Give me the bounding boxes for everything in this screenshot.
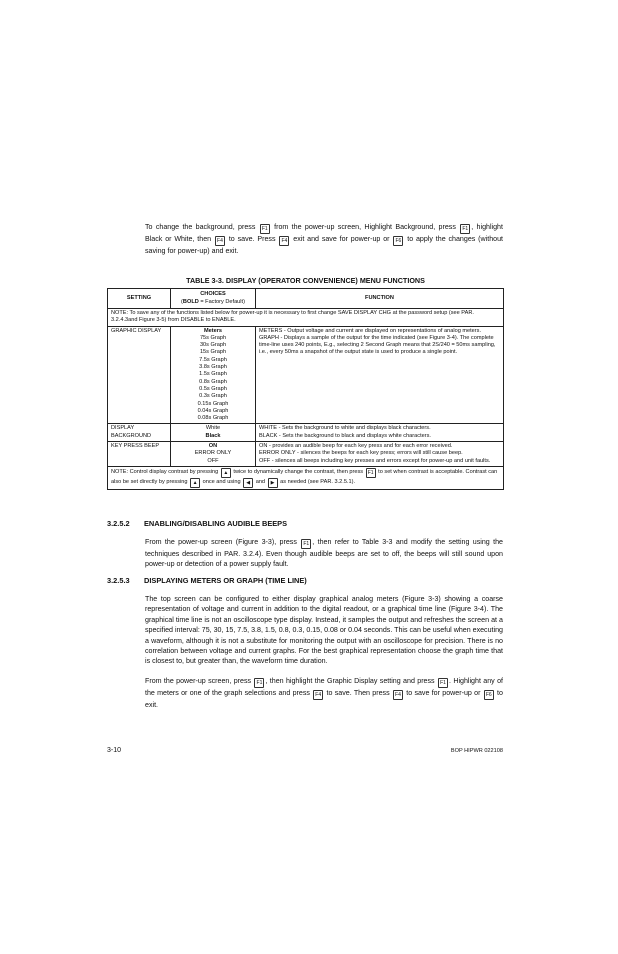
meters-graph-paragraph: The top screen can be configured to either display graphical analog meters (Figure 3-3) showing a coarse representation of voltage and current in addition to the digital readout, or a graphical time line (Figure 3-4). The graphical time line is not an oscilloscope type display. Instead, it samples the output and refreshes the screen at a specified interval: 75, 30, 15, 7.5, 3.8, 1.5, 0.8, 0.3, 0.15, 0.08 or 0.04 seconds. This can be useful when executing a waveform, although it is not a substitute for monitoring the output with an oscilloscope for precision. There is no correlation between voltage and current graphs. For the best graphical representation choose the graph time that is closest to, but greater than, the waveform time duration.	[145, 595, 503, 666]
right-arrow-key-icon: ▶	[268, 478, 278, 488]
function-key-press-beep: ON - provides an audible beep for each key press and for each error received. ERROR ONLY - silences the beeps for each key press; errors will still cause beep. OFF - silences all beeps including key presses and errors except for power-up and unit faults.	[256, 442, 504, 467]
intro-paragraph: To change the background, press F1 from the power-up screen, Highlight Background, press F1 , highlight Black or White, then F4 to save. Press F4 exit and save for power-up or F6 to apply the changes (without saving for power-up) and exit.	[145, 223, 503, 255]
f4-key-icon: F4	[279, 236, 289, 246]
f6-key-icon: F6	[393, 236, 403, 246]
section-heading-meters-graph: 3.2.5.3 DISPLAYING METERS OR GRAPH (TIME LINE)	[107, 576, 307, 585]
header-function: FUNCTION	[256, 289, 504, 309]
choices-display-background: White Black	[171, 424, 256, 442]
left-arrow-key-icon: ◀	[243, 478, 253, 488]
setting-graphic-display: GRAPHIC DISPLAY	[108, 326, 171, 424]
f4-key-icon: F4	[313, 690, 323, 700]
up-arrow-key-icon: ▲	[190, 478, 200, 488]
f1-key-icon: F1	[301, 539, 311, 549]
table-row	[108, 326, 504, 424]
function-display-background: WHITE - Sets the background to white and displays black characters. BLACK - Sets the background to black and displays white characters.	[256, 424, 504, 442]
table-row	[108, 424, 504, 442]
page-number: 3-10	[107, 747, 122, 754]
setting-display-background: DISPLAY BACKGROUND	[108, 424, 171, 442]
f1-key-icon: F1	[460, 224, 470, 234]
table-header-row	[108, 289, 504, 309]
function-graphic-display: METERS - Output voltage and current are displayed on representations of analog meters. GRAPH - Displays a sample of the output for the time indicated (see Figure 3-4). The complete time-line uses 240 points, E.g., selecting 2 Second Graph means that 2S/240 = 50ms sampling, i.e., every 50ms a snapshot of the output state is used to produce a single point.	[256, 326, 504, 424]
table-caption: TABLE 3-3. DISPLAY (OPERATOR CONVENIENCE) MENU FUNCTIONS	[186, 276, 425, 285]
note-bottom: NOTE: Control display contrast by pressing ▲ twice to dynamically change the contrast, then press F1 to set when contrast is acceptable. Contrast can also be set directly by pressing ▲ once and using ◀ and ▶ as needed (see PAR. 3.2.5.1).	[108, 466, 504, 489]
setting-key-press-beep: KEY PRESS BEEP	[108, 442, 171, 467]
meters-graph-steps-paragraph: From the power-up screen, press F1 , then highlight the Graphic Display setting and press F1 . Highlight any of the meters or one of the graph selections and press F4 to save. Then press F4 to save for power-up or F6 to exit.	[145, 677, 504, 709]
up-arrow-key-icon: ▲	[221, 468, 231, 478]
f1-key-icon: F1	[438, 678, 448, 688]
f4-key-icon: F4	[215, 236, 225, 246]
choices-graphic-display: Meters 75s Graph 30s Graph 15s Graph 7.5s Graph 3.8s Graph 1.5s Graph 0.8s Graph 0.5s Graph 0.3s Graph 0.15s Graph 0.04s Graph 0.08s Graph	[171, 326, 256, 424]
section-heading-audible-beeps: 3.2.5.2 ENABLING/DISABLING AUDIBLE BEEPS	[107, 519, 288, 528]
f6-key-icon: F6	[484, 690, 494, 700]
document-id: BOP HIPWR 022108	[450, 748, 503, 754]
table-note-row	[108, 309, 504, 327]
f1-key-icon: F1	[366, 468, 376, 478]
f4-key-icon: F4	[393, 690, 403, 700]
audible-beeps-paragraph: From the power-up screen (Figure 3-3), press F1 , then refer to Table 3-3 and modify the setting using the techniques described in PAR. 3.2.4). Even though audible beeps are set to off, the beeps will still sound upon power-up or detection of a power supply fault.	[145, 538, 503, 569]
header-choices: CHOICES (BOLD = Factory Default)	[171, 289, 256, 309]
table-row	[108, 442, 504, 467]
f1-key-icon: F1	[254, 678, 264, 688]
note-top: NOTE: To save any of the functions listed below for power-up it is necessary to first change SAVE DISPLAY CHG at the password setup (see PAR. 3.2.4.3and Figure 3-5) from DISABLE to ENABLE.	[108, 309, 504, 327]
table-note-row	[108, 466, 504, 489]
header-setting: SETTING	[108, 289, 171, 309]
choices-key-press-beep: ON ERROR ONLY OFF	[171, 442, 256, 467]
menu-functions-table	[107, 288, 504, 490]
f1-key-icon: F1	[260, 224, 270, 234]
